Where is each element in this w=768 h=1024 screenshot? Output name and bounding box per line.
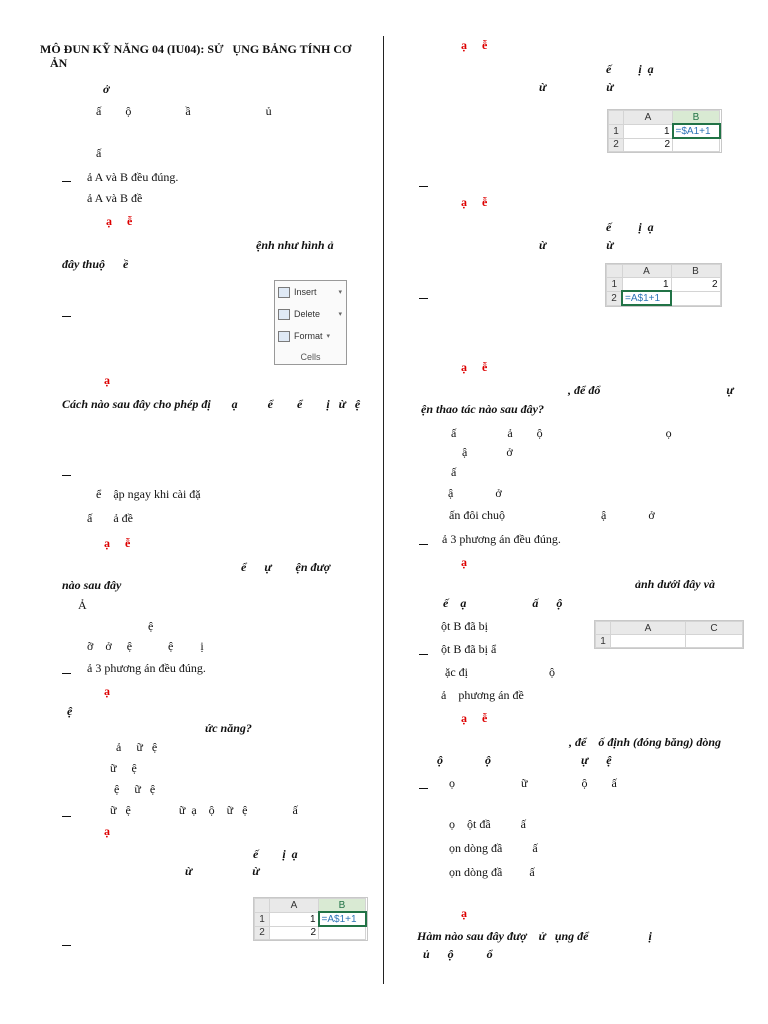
insert-command[interactable] — [278, 285, 344, 299]
cell — [319, 926, 366, 940]
q-line: Cách nào sau đây cho phép đị ạ ể ể ị ừ ệ — [62, 397, 361, 411]
answer-option: ả ữ ệ — [116, 740, 158, 754]
cell: 2 — [270, 926, 319, 940]
answer-option: ấ ả đề — [87, 511, 133, 525]
answer-option: ọn dòng đầ ấ — [449, 865, 535, 879]
answer-option: ột B đã bị ẩ — [441, 642, 497, 656]
format-icon — [278, 331, 290, 342]
excel-snippet-1 — [253, 897, 368, 941]
cell: 2 — [624, 138, 673, 152]
answer-option: ỡ ở ệ ệ ị — [87, 639, 204, 653]
cell: 1 — [622, 278, 671, 292]
answer-option: ọn dòng đầ ấ — [449, 841, 538, 855]
answer-mark — [419, 298, 428, 299]
answer-option: ậ ở — [462, 445, 513, 459]
col-header: C — [686, 622, 743, 635]
answer-option: ả 3 phương án đều đúng. — [87, 661, 206, 675]
col-header: A — [622, 265, 671, 278]
answer-mark — [62, 316, 71, 317]
answer-mark — [62, 673, 71, 674]
excel-snippet-2 — [607, 109, 722, 153]
q-line: , để đổ ự — [568, 383, 734, 397]
answer-option: ệ — [148, 619, 154, 633]
ribbon-caption: Cells — [300, 352, 321, 362]
insert-label: Insert — [294, 287, 317, 297]
question-number: ạ ễ — [461, 38, 488, 52]
answer-option: ọ ữ ộ ấ — [449, 776, 617, 790]
answer-option: ột B đã bị — [441, 619, 488, 633]
cell — [671, 291, 720, 305]
answer-mark — [62, 816, 71, 817]
q-line: nào sau đây — [62, 578, 122, 592]
cell — [673, 138, 720, 152]
row-header: 2 — [609, 138, 624, 152]
q-line: ừ ừ — [539, 80, 614, 94]
col-header: B — [319, 899, 366, 913]
answer-mark — [62, 181, 71, 182]
answer-option: ọ ột đầ ấ — [449, 817, 526, 831]
page-title: MÔ ĐUN KỸ NĂNG 04 (IU04): SỬ ỤNG BẢNG TÍNH CƠ — [40, 42, 352, 56]
col-header: B — [671, 265, 720, 278]
answer-option: ệ ữ ệ — [114, 782, 156, 796]
cell — [611, 635, 686, 648]
question-number: ạ ễ — [461, 195, 488, 209]
col-header: B — [673, 111, 720, 125]
cell-formula: =A$1+1 — [319, 912, 366, 926]
q-line: ế ị ạ — [606, 220, 654, 234]
question-number: ạ — [104, 373, 110, 387]
q-line: ể ự ện đượ — [241, 560, 331, 574]
q-line: ộ ộ ự ệ — [437, 753, 612, 767]
answer-option: ấ — [451, 465, 457, 479]
column-divider — [383, 36, 384, 984]
chevron-down-icon: ▾ — [326, 333, 330, 340]
q-line: ấ ộ ầ ủ — [96, 104, 272, 118]
answer-mark — [62, 945, 71, 946]
page-title-cont: ẢN — [50, 56, 68, 70]
q-line: ện thao tác nào sau đây? — [421, 402, 545, 416]
question-number: ạ ễ — [106, 214, 133, 228]
row-header: 1 — [607, 278, 623, 292]
q-line: ức năng? — [205, 721, 252, 735]
insert-icon — [278, 287, 290, 298]
cell — [686, 635, 743, 648]
row-header: 2 — [255, 926, 270, 940]
row-header: 1 — [596, 635, 611, 648]
col-header: A — [624, 111, 673, 125]
row-header: 1 — [255, 912, 270, 926]
answer-mark — [62, 475, 71, 476]
excel-snippet-3 — [605, 263, 722, 307]
answer-mark — [419, 654, 428, 655]
excel-snippet-4 — [594, 620, 744, 649]
q-line: ảnh dưới đây và — [635, 577, 715, 591]
cell-formula: =$A1+1 — [673, 124, 720, 138]
cell: 1 — [270, 912, 319, 926]
format-label: Format — [294, 331, 323, 341]
answer-option: ữ ệ — [110, 761, 137, 775]
q-line: ủ ộ ổ — [423, 947, 493, 961]
answer-option: ấ ả ộ ọ — [451, 426, 672, 440]
answer-option: ữ ệ ữ ạ ộ ữ ệ ấ — [110, 803, 298, 817]
answer-option: ả A và B đều đúng. — [87, 170, 179, 184]
question-number: ạ ễ — [104, 536, 131, 550]
answer-mark — [419, 788, 428, 789]
answer-mark — [419, 544, 428, 545]
chevron-down-icon: ▾ — [338, 289, 342, 296]
cell-formula: =A$1+1 — [622, 291, 671, 305]
q-line: ở — [103, 82, 110, 96]
q-line: ấ — [96, 146, 102, 160]
delete-label: Delete — [294, 309, 321, 319]
q-line: ế ị ạ — [606, 62, 654, 76]
question-number: ạ ễ — [461, 711, 488, 725]
q-line: , để ố định (đóng băng) dòng — [569, 735, 722, 749]
answer-option: ả phương án đề — [441, 688, 524, 702]
cells-ribbon-group — [274, 280, 347, 365]
question-number: ạ — [104, 684, 110, 698]
col-header: A — [270, 899, 319, 913]
cell: 1 — [624, 124, 673, 138]
question-number: ạ — [104, 824, 110, 838]
row-header: 2 — [607, 291, 623, 305]
q-line: ừ ừ — [185, 864, 260, 878]
cell: 2 — [671, 278, 720, 292]
q-line: ệ — [67, 704, 73, 718]
delete-command[interactable] — [278, 307, 344, 321]
q-line: Hàm nào sau đây đượ ử ụng để ị — [417, 929, 652, 943]
q-line: ừ ừ — [539, 238, 614, 252]
answer-option: ả A và B đề — [87, 191, 143, 205]
col-header: A — [611, 622, 686, 635]
answer-option: ậ ở — [448, 486, 502, 500]
q-line: đây thuộ ề — [62, 257, 129, 271]
format-command[interactable] — [278, 329, 344, 343]
answer-option: ể ập ngay khi cài đặ — [96, 487, 201, 501]
q-line: ế ạ ấ ộ — [443, 596, 563, 610]
row-header: 1 — [609, 124, 624, 138]
answer-option: ặc đị ộ — [445, 665, 555, 679]
question-number: ạ — [461, 555, 467, 569]
delete-icon — [278, 309, 290, 320]
chevron-down-icon: ▾ — [338, 311, 342, 318]
question-number: ạ ễ — [461, 360, 488, 374]
answer-option: ấn đôi chuộ ậ ở — [449, 508, 655, 522]
q-line: ế ị ạ — [253, 847, 298, 861]
answer-option: Ả — [78, 598, 87, 612]
q-line: ệnh như hình ả — [256, 238, 334, 252]
answer-mark — [419, 186, 428, 187]
question-number: ạ — [461, 906, 467, 920]
answer-option: ả 3 phương án đều đúng. — [442, 532, 561, 546]
